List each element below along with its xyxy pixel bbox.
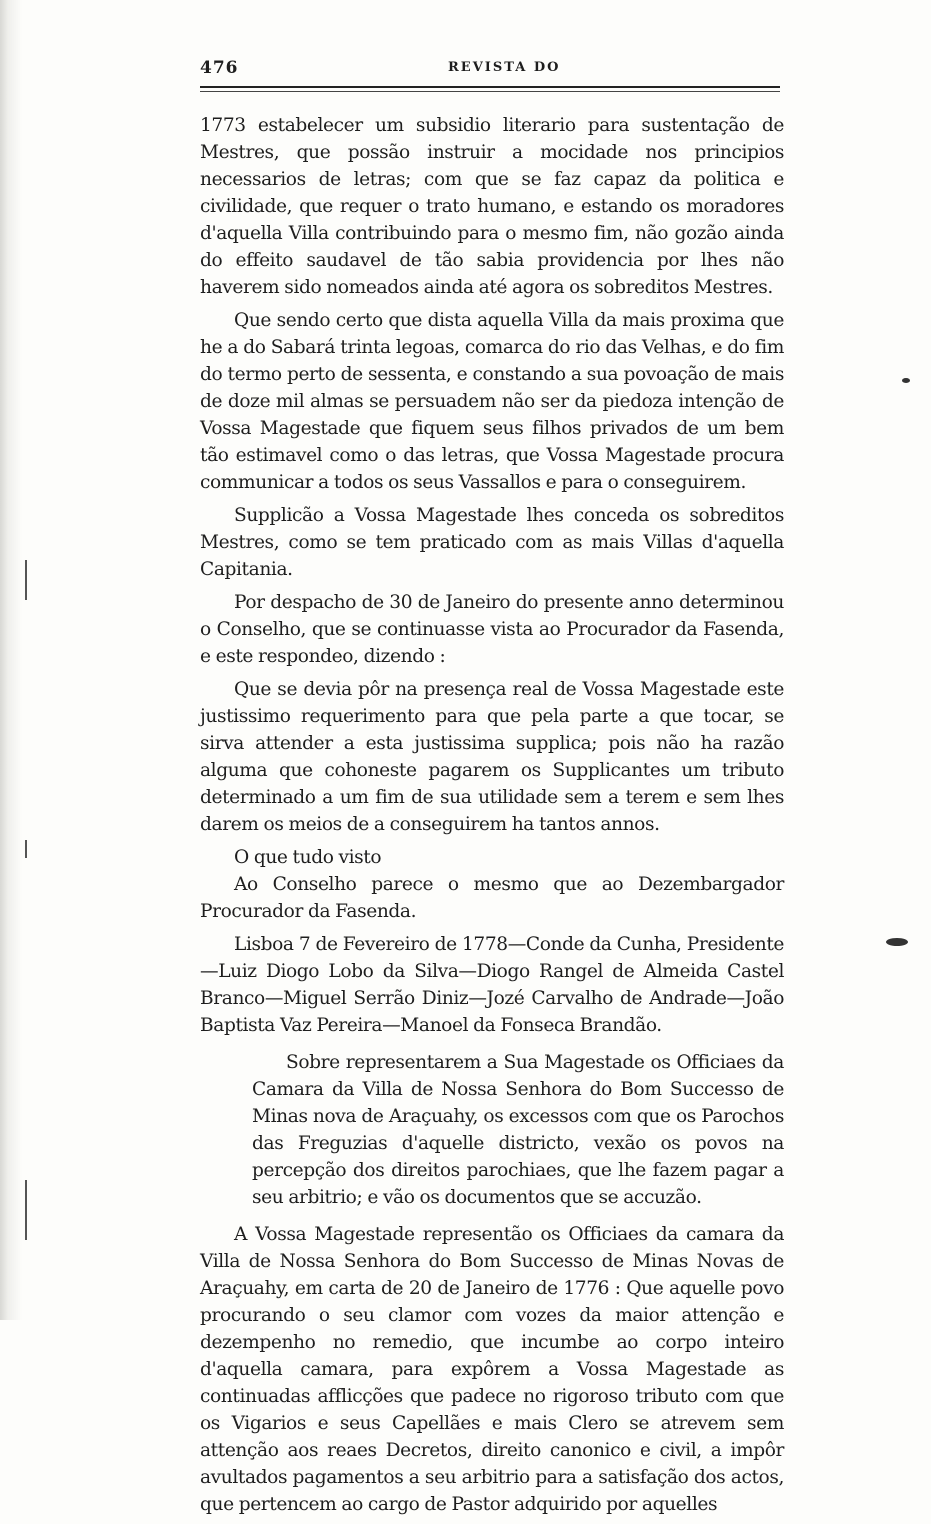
section-summary: Sobre representarem a Sua Magestade os Officiaes da Camara da Villa de Nossa Senhora do Bom Successo de Minas nova de Araçuahy, os excessos com que os Parochos das Freguzias d'aquelle districto, vexão os povos na percepção dos direitos parochiaes, que lhe fazem pagar a seu arbitrio; e vão os documentos que se accuzão.: [252, 1052, 784, 1208]
running-title: REVISTA DO: [448, 60, 561, 75]
page-number: 476: [200, 58, 239, 78]
paragraph: A Vossa Magestade representão os Officiaes da camara da Villa de Nossa Senhora do Bom Successo de Minas Novas de Araçuahy, em carta de 20 de Janeiro de 1776 : Que aquelle povo procurando o seu clamor com vozes da maior attenção e dezempenho no remedio, que incumbe ao corpo inteiro d'aquella camara, para expôrem a Vossa Magestade as continuadas afflicções que padece no rigoroso tributo com que os Vigarios e seus Capellães e mais Clero se atrevem sem attenção aos reaes Decretos, direito canonico e civil, a impôr avultados pagamentos a seu arbitrio para a satisfação dos actos, que pertencem ao cargo de Pastor adquirido por aquelles: [200, 1224, 784, 1515]
paragraph: Que se devia pôr na presença real de Vossa Magestade este justissimo requerimento para que pela parte a que tocar, se sirva attender a esta justissima supplica; pois não ha razão alguma que cohoneste pagarem os Supplicantes um tributo determinado a um fim de sua utilidade sem a terem e sem lhes darem os meios de a conseguirem ha tantos annos.: [200, 679, 784, 835]
spine-mark: [25, 1180, 27, 1240]
ink-speck: [902, 378, 910, 383]
page-header: [200, 58, 780, 84]
paragraph: Ao Conselho parece o mesmo que ao Dezembargador Procurador da Fasenda.: [200, 874, 784, 922]
paragraph: 1773 estabelecer um subsidio literario para sustentação de Mestres, que possão instruir a mocidade nos principios necessarios de letras; com que se faz capaz da politica e civilidade, que requer o trato humano, e estando os moradores d'aquella Villa contribuindo para o mesmo fim, não gozão ainda do effeito saudavel de tão sabia providencia por lhes não haverem sido nomeados ainda até agora os sobreditos Mestres.: [200, 115, 784, 298]
paragraph: Que sendo certo que dista aquella Villa da mais proxima que he a do Sabará trinta legoas, comarca do rio das Velhas, e do fim do termo perto de sessenta, e constando a sua povoação de mais de doze mil almas se persuadem não ser da piedoza intenção de Vossa Magestade que fiquem seus filhos privados de um bem tão estimavel como o das letras, que Vossa Magestade procura communicar a todos os seus Vassallos e para o conseguirem.: [200, 310, 784, 493]
paragraph: O que tudo visto: [234, 847, 382, 868]
header-rule: [200, 86, 780, 88]
paragraph: Supplicão a Vossa Magestade lhes conceda os sobreditos Mestres, como se tem praticado com as mais Villas d'aquella Capitania.: [200, 505, 784, 580]
header-rule-thin: [200, 91, 780, 92]
book-spine-shadow: [0, 0, 22, 1320]
page-body: [200, 112, 784, 1524]
paragraph: Lisboa 7 de Fevereiro de 1778—Conde da Cunha, Presidente—Luiz Diogo Lobo da Silva—Diogo Rangel de Almeida Castel Branco—Miguel Serrão Diniz—Jozé Carvalho de Andrade—João Baptista Vaz Pereira—Manoel da Fonseca Brandão.: [200, 934, 784, 1036]
paragraph: Por despacho de 30 de Janeiro do presente anno determinou o Conselho, que se continuasse vista ao Procurador da Fasenda, e este respondeo, dizendo :: [200, 592, 784, 667]
spine-mark: [25, 560, 27, 600]
spine-mark: [25, 840, 27, 858]
ink-speck: [886, 938, 908, 946]
